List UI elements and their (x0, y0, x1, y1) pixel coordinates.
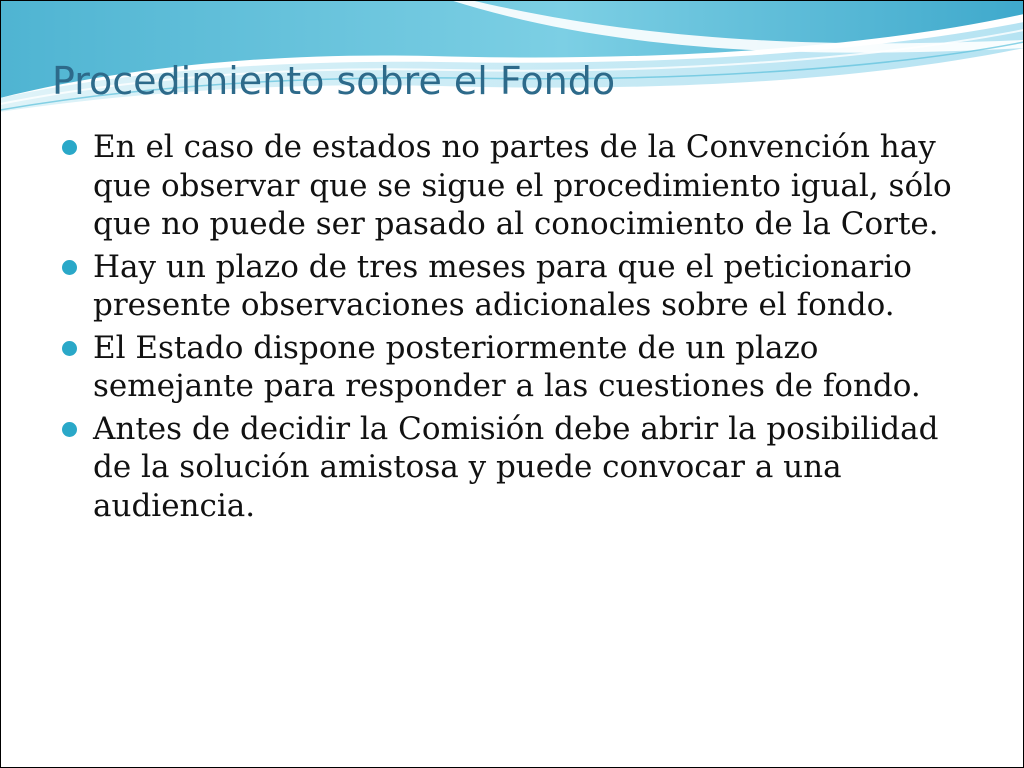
bullet-text: Hay un plazo de tres meses para que el peticionario presente observaciones adicionales sobre el fondo. (93, 248, 912, 323)
bullet-item (60, 329, 960, 406)
bullet-text: El Estado dispone posteriormente de un plazo semejante para responder a las cuestiones de fondo. (93, 329, 921, 404)
bullet-item (60, 248, 960, 325)
bullet-list (60, 128, 960, 529)
circle-bullet-icon (62, 140, 77, 155)
circle-bullet-icon (62, 422, 77, 437)
circle-bullet-icon (62, 341, 77, 356)
circle-bullet-icon (62, 260, 77, 275)
bullet-item (60, 128, 960, 244)
bullet-text: Antes de decidir la Comisión debe abrir la posibilidad de la solución amistosa y puede convocar a una audiencia. (93, 410, 939, 524)
bullet-text: En el caso de estados no partes de la Convención hay que observar que se sigue el procedimiento igual, sólo que no puede ser pasado al conocimiento de la Corte. (93, 129, 952, 242)
bullet-item (60, 410, 960, 526)
slide-title: Procedimiento sobre el Fondo (52, 59, 616, 103)
